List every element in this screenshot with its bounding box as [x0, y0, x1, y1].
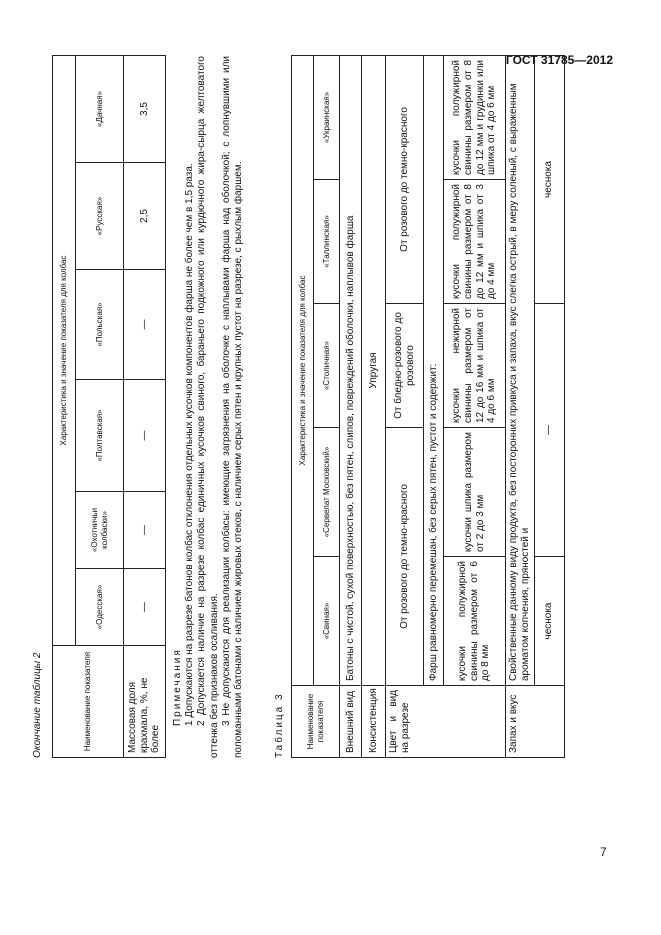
row-taste-name: Запах и вкус: [506, 686, 565, 758]
taste-svinaya: чеснока: [534, 557, 564, 686]
pieces-stolichnaya: кусочки нежирной свинины размером от 12 до 16 мм и шпика от 4 до 6 мм: [444, 304, 506, 428]
row-consistency-name: Консистенция: [362, 686, 386, 758]
rotated-content: [32, 18, 637, 758]
table2-cell: 3,5: [124, 56, 166, 163]
pieces-ukrainskaya: кусочки полужирной свинины размером от 8 до 12 мм и грудинки или шпика от 4 до 6 мм: [444, 55, 506, 179]
document-header: ГОСТ 31785—2012: [505, 53, 613, 67]
page-number: 7: [600, 845, 607, 859]
note-1: 1 Допускаются на разрезе батонов колбас отклонения отдельных кусочков компонентов фарша не более чем в 1,5 раза.: [184, 163, 196, 726]
row-color-a: От розового до темно-красного: [386, 428, 424, 686]
row-color-b: От бледно-розового до розового: [386, 304, 424, 428]
notes-title: Примечания: [172, 648, 183, 726]
table2-cell: —: [124, 569, 166, 646]
table3-col-tallinskaya: «Таллинская»: [314, 180, 340, 304]
note-3: 3 Не допускаются для реализации колбасы: имеющие загрязнения на оболочке с наплывами фарша над оболочкой; с лопнувшими или поломанными батонами с наличием жировых отеков, с наличием серых пятен и крупных пустот на разрезе, с рыхлым фаршем.: [220, 56, 244, 758]
pieces-servelat: кусочки шпика размером от 2 до 3 мм: [444, 428, 506, 557]
row-consistency-value: Упругая: [362, 55, 386, 685]
table2-name-header: Наименование показателя: [53, 646, 124, 758]
table3-name-header: Наименование показателя: [292, 686, 340, 758]
table2-notes: [172, 56, 245, 758]
pieces-svinaya: кусочки полужирной свинины размером от 6 до 8 мм: [444, 557, 506, 686]
table2-col-okhotnichi: «Охотничьи колбаски»: [76, 492, 124, 569]
table2-cell: —: [124, 492, 166, 569]
row-color-name: Цвет и вид на разрезе: [386, 686, 506, 758]
table2-group-header: Характеристика и значение показателя для колбас: [53, 56, 76, 646]
table2-cell: 2,5: [124, 163, 166, 270]
table2-col-odesskaya: «Одесская»: [76, 569, 124, 646]
table2-col-poltavskaya: «Полтавская»: [76, 380, 124, 492]
table2-cell: —: [124, 380, 166, 492]
table2-cell: —: [124, 270, 166, 380]
table2-col-russkaya: «Русская»: [76, 163, 124, 270]
table3-group-header: Характеристика и значение показателя для колбас: [292, 55, 314, 685]
row-appearance-value: Батоны с чистой, сухой поверхностью, без пятен, слипов, повреждений оболочки, наплывов фарша: [340, 55, 362, 685]
table3: [291, 55, 565, 758]
table2-caption: Окончание таблицы 2: [32, 652, 43, 758]
table2-col-dachnaya: «Дачная»: [76, 56, 124, 163]
pieces-tallinskaya: кусочки полужирной свинины размером от 8 до 12 мм и шпика от 3 до 4 мм: [444, 180, 506, 304]
row-appearance-name: Внешний вид: [340, 686, 362, 758]
row-color-c: От розового до темно-красного: [386, 55, 424, 303]
table2-row-name: Массовая доля крахмала, %, не более: [124, 646, 166, 758]
row-taste-value: Свойственные данному виду продукта, без посторонних привкуса и запаха, вкус слегка острый, в меру соленый, с выраженным ароматом копчения, пряностей и: [506, 55, 535, 685]
taste-middle: —: [534, 304, 564, 557]
row-mince: Фарш равномерно перемешан, без серых пятен, пустот и содержит:: [424, 55, 444, 685]
table2: [52, 55, 166, 758]
table3-caption: Таблица 3: [274, 692, 285, 758]
taste-right: чеснока: [534, 55, 564, 303]
table3-col-servelat: «Сервелат Московский»: [314, 428, 340, 557]
note-2: 2 Допускается наличие на разрезе колбас единичных кусочков свиного, бараньего подкожного или курдючного жира-сырца желтоватого оттенка без признаков осаливания.: [196, 56, 220, 758]
table2-col-polskaya: «Польская»: [76, 270, 124, 380]
table3-col-ukrainskaya: «Украинская»: [314, 55, 340, 179]
table3-col-stolichnaya: «Столичная»: [314, 304, 340, 428]
table3-col-svinaya: «Свиная»: [314, 557, 340, 686]
